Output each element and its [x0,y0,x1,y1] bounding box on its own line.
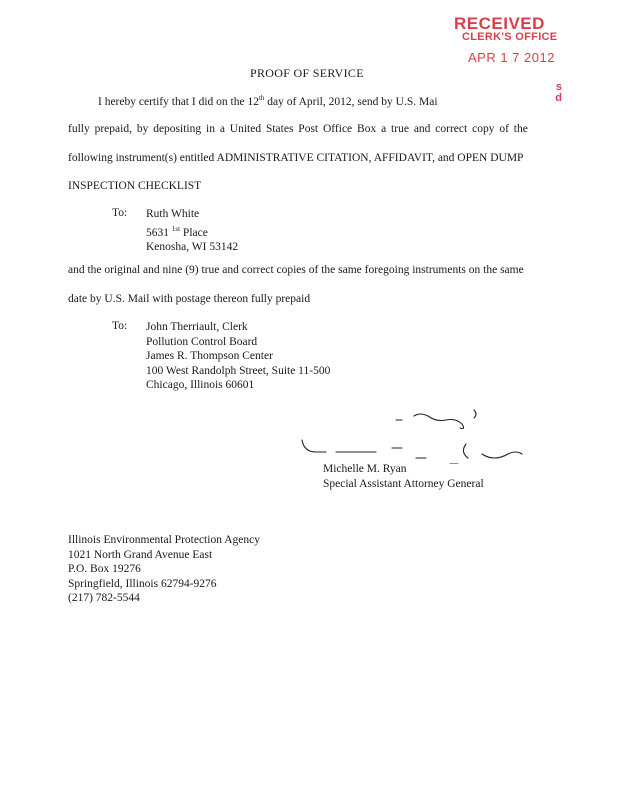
certify-line-2: fully prepaid, by depositing in a United States Post Office Box a true and correct copy of the [68,123,528,135]
originals-line-2: date by U.S. Mail with postage thereon fully prepaid [68,293,311,305]
recipient-address-2 [146,320,330,393]
recipient-1-street [146,222,238,240]
to-label-2: To: [112,320,128,332]
page-title: PROOF OF SERVICE [250,66,364,80]
originals-line-1: and the original and nine (9) true and correct copies of the same foregoing instruments on the same [68,264,524,276]
certify-line-1-pre: I hereby certify that I did on the 12 [98,95,259,108]
certify-line-3: following instrument(s) entitled ADMINISTRATIVE CITATION, AFFIDAVIT, and OPEN DUMP [68,152,524,164]
recipient-1-street-number: 5631 [146,226,172,239]
signer-name: Michelle M. Ryan [323,463,407,475]
recipient-1-name: Ruth White [146,208,200,220]
stamp-fragment-top: s [555,81,562,93]
agency-name: Illinois Environmental Protection Agency [68,534,260,546]
agency-phone: (217) 782-5544 [68,592,140,604]
received-stamp: RECEIVED [454,14,545,33]
certify-line-4: INSPECTION CHECKLIST [68,180,202,192]
clerks-office-stamp: CLERK'S OFFICE [462,31,558,43]
agency-address [68,533,260,606]
recipient-2-line-2: Pollution Control Board [146,335,258,348]
recipient-1-city: Kenosha, WI 53142 [146,240,239,253]
agency-city: Springfield, Illinois 62794-9276 [68,577,217,590]
agency-po-box: P.O. Box 19276 [68,563,141,575]
certify-line-1-post: day of April, 2012, send by U.S. Mai [264,95,438,108]
stamp-date: APR 1 7 2012 [468,50,555,65]
agency-street: 1021 North Grand Avenue East [68,548,213,561]
recipient-2-line-3: James R. Thompson Center [146,350,273,362]
stamp-fragment [548,82,562,104]
certify-line-1 [98,94,438,108]
certify-day-suffix: th [258,94,265,102]
handwritten-signature [296,402,536,464]
to-label-1: To: [112,207,128,219]
recipient-1-street-sup: 1st [171,224,181,233]
stamp-fragment-bottom: d [555,92,562,104]
recipient-address-1 [146,207,238,254]
recipient-1-street-name: Place [180,226,208,239]
signer-title: Special Assistant Attorney General [323,478,484,490]
recipient-2-line-4: 100 West Randolph Street, Suite 11-500 [146,364,331,377]
signature-block [323,462,484,492]
recipient-2-line-5: Chicago, Illinois 60601 [146,379,255,391]
recipient-2-name: John Therriault, Clerk [146,321,248,333]
